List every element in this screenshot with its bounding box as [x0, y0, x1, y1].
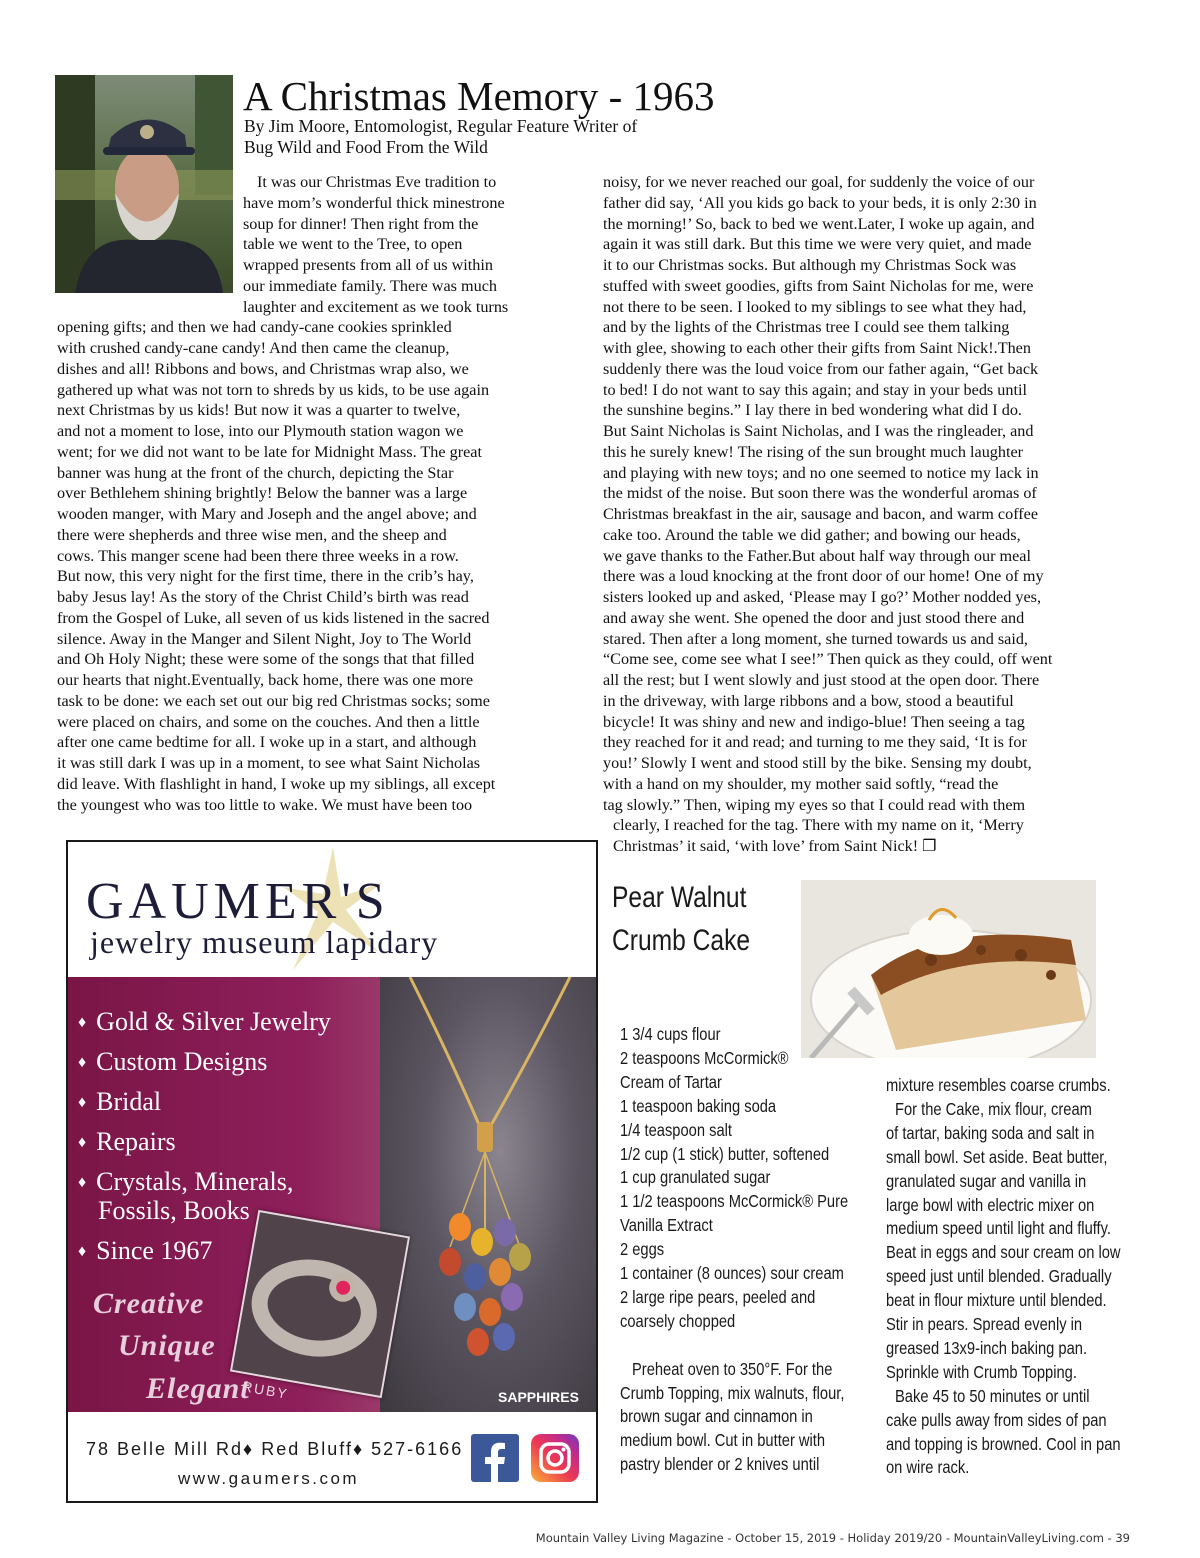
text-line: dishes and all! Ribbons and bows, and Christmas wrap also, we — [57, 359, 469, 378]
text-line: and by the lights of the Christmas tree I could see them talking — [603, 318, 1010, 337]
text-line: in the driveway, with large ribbons and a bow, stood a beautiful — [603, 691, 1014, 710]
text-line: to bed! I do not want to say this again; and stay in your beds until — [603, 380, 1027, 399]
text-line: silence. Away in the Manger and Silent Night, Joy to The World — [57, 629, 472, 648]
text-line: and topping is browned. Cool in pan — [886, 1433, 1121, 1454]
text-line: over Bethlehem shining brightly! Below the banner was a large — [57, 484, 468, 503]
text-line: from the Gospel of Luke, all seven of us kids listened in the sacred — [57, 608, 490, 627]
text-line: Sprinkle with Crumb Topping. — [886, 1361, 1077, 1382]
text-line: “Come see, come see what I see!” Then quick as they could, off went — [603, 650, 1053, 669]
text-line: 2 teaspoons McCormick® — [620, 1047, 789, 1068]
text-line: Cream of Tartar — [620, 1071, 722, 1092]
text-line: it to our Christmas socks. But although my Christmas Sock was — [603, 256, 1017, 274]
ad-footer — [68, 1412, 598, 1503]
text-line: 1 1/2 teaspoons McCormick® Pure — [620, 1191, 849, 1212]
recipe-title-line: Pear Walnut — [612, 881, 747, 914]
text-line: the youngest who was too little to wake. We must have been too — [57, 795, 473, 814]
text-line: Stir in pears. Spread evenly in — [886, 1314, 1083, 1334]
text-line: all the rest; but I went slowly and just stood at the open door. There — [603, 671, 1040, 689]
text-line: speed just until blended. Gradually — [886, 1266, 1112, 1287]
text-line: it was still dark I was up in a moment, to see what Saint Nicholas — [57, 754, 481, 772]
text-line: Vanilla Extract — [620, 1215, 713, 1236]
text-line: 1 cup granulated sugar — [620, 1167, 771, 1188]
ad-brand-subtitle: jewelry museum lapidary — [90, 924, 439, 960]
text-line: our immediate family. There was much — [243, 276, 497, 295]
text-line: have mom’s wonderful thick minestrone — [243, 193, 505, 212]
byline — [244, 116, 764, 158]
ad-bullet: ♦ Since 1967 — [78, 1236, 213, 1265]
ad-main-panel — [68, 977, 598, 1412]
recipe-title-line: Crumb Cake — [612, 924, 751, 957]
text-line: of tartar, baking soda and salt in — [886, 1122, 1095, 1143]
text-line: mixture resembles coarse crumbs. — [886, 1075, 1111, 1095]
ruby-label: RUBY — [240, 1378, 290, 1402]
text-line: you!’ Slowly I went and stood still by the bike. Sensing my doubt, — [603, 754, 1032, 772]
text-line: gathered up what was not torn to shreds by us kids, to be use again — [57, 380, 490, 399]
text-line: and not a moment to lose, into our Plymouth station wagon we — [57, 422, 464, 440]
ad-bullet-continuation: Fossils, Books — [98, 1196, 250, 1225]
text-line: table we went to the Tree, to open — [243, 235, 463, 254]
text-line: coarsely chopped — [620, 1310, 736, 1331]
text-line: suddenly there was the loud voice from our father again, “Get back — [603, 359, 1039, 378]
text-line: cows. This manger scene had been there three weeks in a row. — [57, 546, 459, 565]
author-photo — [55, 75, 233, 293]
text-line: and playing with new toys; and no one seemed to notice my lack in — [603, 463, 1039, 482]
text-line: laughter and excitement as we took turns — [243, 297, 509, 316]
text-line: Christmas breakfast in the air, sausage and bacon, and warm coffee — [603, 505, 1039, 523]
text-line: opening gifts; and then we had candy-cane cookies sprinkled — [57, 318, 452, 337]
text-line: we gave thanks to the Father.But about half way through our meal — [603, 546, 1031, 565]
text-line: there was a loud knocking at the front door of our home! One of my — [603, 567, 1044, 586]
ad-script-word: Elegant — [146, 1372, 250, 1405]
text-line: they reached for it and read; and turning to me they said, ‘It is for — [603, 733, 1027, 752]
text-line: tag slowly.” Then, wiping my eyes so that I could read with them — [603, 795, 1026, 814]
text-line: Bake 45 to 50 minutes or until — [895, 1385, 1090, 1406]
text-line: clearly, I reached for the tag. There with my name on it, ‘Merry — [613, 816, 1024, 835]
text-line: banner was hung at the front of the church, depicting the Star — [57, 463, 454, 482]
text-line: But now, this very night for the first time, there in the crib’s hay, — [57, 567, 474, 586]
text-line: after one came bedtime for all. I woke up in a start, and although — [57, 733, 477, 752]
text-line: medium bowl. Cut in butter with — [620, 1430, 826, 1451]
text-line: the midst of the noise. But soon there was the wonderful aromas of — [603, 484, 1037, 503]
text-line: Crumb Topping, mix walnuts, flour, — [620, 1382, 845, 1403]
text-line: bicycle! It was shiny and new and indigo-blue! Then seeing a tag — [603, 712, 1025, 731]
text-line: Christmas’ it said, ‘with love’ from Saint Nick! ❐ — [613, 837, 937, 855]
text-line: 1 container (8 ounces) sour cream — [620, 1263, 844, 1283]
text-line: were placed on chairs, and some on the couches. And then a little — [57, 712, 480, 731]
ad-address: 78 Belle Mill Rd♦ Red Bluff♦ 527-6166 — [86, 1439, 464, 1459]
text-line: soup for dinner! Then right from the — [243, 214, 479, 233]
text-line: stuffed with sweet goodies, gifts from Saint Nicholas for me, were — [603, 276, 1034, 295]
text-line: brown sugar and cinnamon in — [620, 1406, 813, 1427]
page-footer: Mountain Valley Living Magazine - October 15, 2019 - Holiday 2019/20 - MountainValleyLiving.com - 39 — [535, 1531, 1130, 1545]
text-line: on wire rack. — [886, 1457, 970, 1478]
text-line: and Oh Holy Night; these were some of the songs that that filled — [57, 650, 475, 669]
ad-bullet: ♦ Bridal — [78, 1087, 162, 1116]
text-line: pastry blender or 2 knives until — [620, 1454, 820, 1475]
text-line: Preheat oven to 350°F. For the — [632, 1358, 833, 1379]
text-line: cake too. Around the table we did gather; and bowing our heads, — [603, 525, 1021, 544]
ad-bullet: ♦ Crystals, Minerals, — [78, 1167, 294, 1196]
ad-bullet: ♦ Gold & Silver Jewelry — [78, 1007, 331, 1036]
text-line: 1/2 cup (1 stick) butter, softened — [620, 1143, 830, 1164]
text-line: with a hand on my shoulder, my mother said softly, “read the — [603, 774, 999, 793]
ad-bullet-text: Custom Designs — [96, 1047, 268, 1076]
text-line: beat in flour mixture until blended. — [886, 1290, 1107, 1311]
text-line: our hearts that night.Eventually, back home, there was one more — [57, 671, 474, 689]
recipe-title — [612, 876, 750, 962]
text-line: went; for we did not want to be late for Midnight Mass. The great — [57, 442, 482, 461]
text-line: with crushed candy-cane candy! And then came the cleanup, — [57, 339, 450, 357]
ad-bullet-text: Gold & Silver Jewelry — [96, 1007, 331, 1036]
text-line: Beat in eggs and sour cream on low — [886, 1242, 1121, 1263]
byline-line: Bug Wild and Food From the Wild — [244, 137, 488, 157]
text-line: father did say, ‘All you kids go back to your beds, it is only 2:30 in — [603, 193, 1037, 212]
gaumers-ad[interactable] — [66, 840, 598, 1503]
text-line: small bowl. Set aside. Beat butter, — [886, 1146, 1108, 1167]
text-line: 1/4 teaspoon salt — [620, 1119, 732, 1140]
text-line: the morning!’ So, back to bed we went.Later, I woke up again, and — [603, 214, 1035, 233]
ad-bullet-text: Crystals, Minerals, — [96, 1167, 294, 1196]
text-line: next Christmas by us kids! But now it was a quarter to twelve, — [57, 401, 461, 420]
text-line: greased 13x9-inch baking pan. — [886, 1337, 1088, 1358]
text-line: 2 eggs — [620, 1239, 665, 1260]
ad-script-word: Unique — [118, 1329, 216, 1362]
text-line: 1 teaspoon baking soda — [620, 1095, 777, 1116]
text-line: not there to be seen. I looked to my siblings to see what they had, — [603, 297, 1027, 316]
ad-website-link[interactable]: www.gaumers.com — [178, 1469, 360, 1488]
text-line: large bowl with electric mixer on — [886, 1194, 1095, 1215]
text-line: For the Cake, mix flour, cream — [895, 1098, 1092, 1119]
text-line: But Saint Nicholas is Saint Nicholas, and I was the ringleader, and — [603, 422, 1034, 440]
text-line: wrapped presents from all of us within — [243, 256, 493, 274]
text-line: wooden manger, with Mary and Joseph and the angel above; and — [57, 505, 477, 523]
facebook-icon[interactable] — [471, 1434, 519, 1482]
instagram-icon[interactable] — [531, 1434, 579, 1482]
text-line: the sunshine begins.” I lay there in bed wondering what did I do. — [603, 401, 1022, 420]
text-line: baby Jesus lay! As the story of the Christ Child’s birth was read — [57, 588, 469, 606]
text-line: did leave. With flashlight in hand, I woke up my siblings, all except — [57, 774, 496, 793]
ad-bullet: ♦ Repairs — [78, 1127, 176, 1156]
text-line: 2 large ripe pears, peeled and — [620, 1286, 816, 1307]
text-line: there were shepherds and three wise men, and the sheep and — [57, 525, 447, 544]
ad-brand-name: GAUMER'S — [86, 873, 390, 930]
crumb-cake-photo — [801, 880, 1096, 1058]
sapphire-label: SAPPHIRES — [498, 1389, 579, 1405]
text-line: granulated sugar and vanilla in — [886, 1170, 1087, 1191]
text-line: cake pulls away from sides of pan — [886, 1409, 1107, 1430]
ad-logo-area — [68, 842, 598, 977]
text-line: stared. Then after a long moment, she turned towards us and said, — [603, 629, 1028, 648]
byline-line: By Jim Moore, Entomologist, Regular Feature Writer of — [244, 116, 638, 136]
text-line: with glee, showing to each other their gifts from Saint Nick!.Then — [603, 339, 1031, 357]
text-line: task to be done: we each set out our big red Christmas socks; some — [57, 691, 490, 710]
text-line: and away she went. She opened the door and just stood there and — [603, 608, 1025, 627]
text-line: noisy, for we never reached our goal, for suddenly the voice of our — [603, 173, 1035, 191]
text-line: again it was still dark. But this time we were very quiet, and made — [603, 235, 1032, 254]
text-line: It was our Christmas Eve tradition to — [257, 173, 497, 191]
text-line: this he surely knew! The rising of the sun brought much laughter — [603, 442, 1024, 461]
ad-bullet: ♦ Custom Designs — [78, 1047, 268, 1076]
ring-photo — [230, 1210, 410, 1398]
text-line: medium speed until light and fluffy. — [886, 1218, 1111, 1239]
text-line: sisters looked up and asked, ‘Please may I go?’ Mother nodded yes, — [603, 588, 1042, 606]
ad-bullet-text: Repairs — [96, 1127, 176, 1156]
pendant-photo — [380, 977, 598, 1412]
text-line: 1 3/4 cups flour — [620, 1024, 721, 1044]
article-title: A Christmas Memory - 1963 — [243, 73, 715, 119]
ad-bullet-text: Bridal — [96, 1087, 162, 1116]
ad-bullet-text: Since 1967 — [96, 1236, 213, 1265]
ad-script-word: Creative — [93, 1287, 205, 1320]
